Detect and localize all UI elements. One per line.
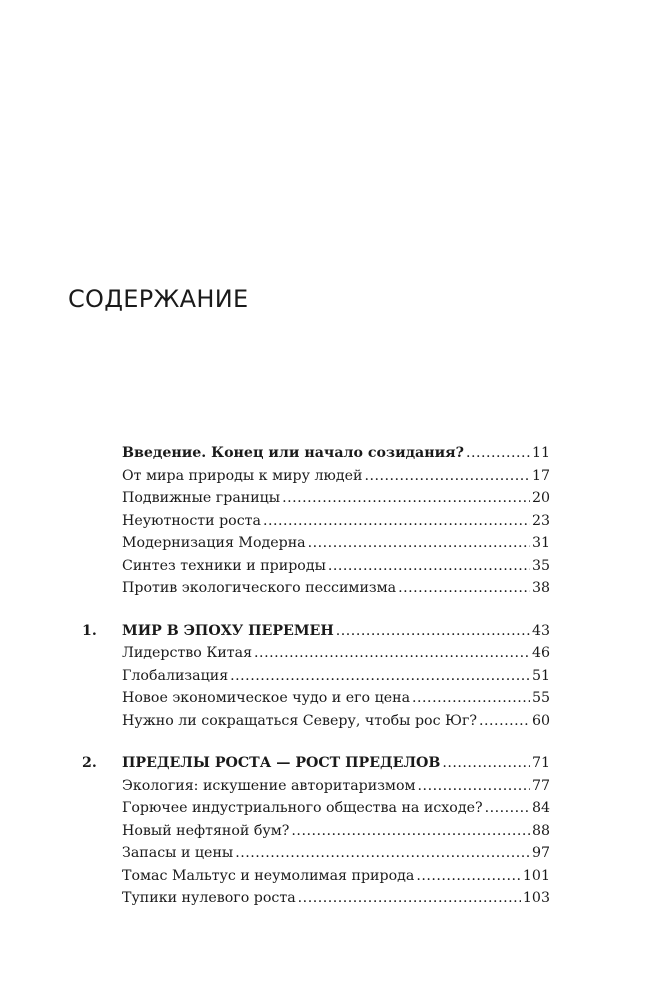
toc-entry[interactable] xyxy=(82,642,550,665)
toc-entry[interactable] xyxy=(82,797,550,820)
page-number: 35 xyxy=(531,557,550,574)
toc-section xyxy=(82,442,550,600)
dot-leader xyxy=(308,532,530,555)
page-number: 97 xyxy=(531,845,550,861)
dot-leader xyxy=(412,687,530,710)
toc-section xyxy=(82,752,550,910)
entry-title: Против экологического пессимизма xyxy=(122,580,397,596)
dot-leader xyxy=(230,665,530,688)
toc-entry[interactable] xyxy=(82,665,550,688)
page-number: 101 xyxy=(522,867,550,884)
page-number: 20 xyxy=(531,490,550,506)
dot-leader xyxy=(235,842,530,865)
entry-title: Глобализация xyxy=(122,667,229,684)
dot-leader xyxy=(466,442,530,465)
entry-title: Синтез техники и природы xyxy=(122,557,326,574)
page-number: 23 xyxy=(531,512,550,529)
entry-title: МИР В ЭПОХУ ПЕРЕМЕН xyxy=(122,622,334,639)
toc-entry[interactable] xyxy=(82,510,550,533)
dot-leader xyxy=(282,487,530,510)
chapter-number: 1. xyxy=(82,622,97,639)
toc-entry[interactable] xyxy=(82,487,550,510)
entry-title: Новое экономическое чудо и его цена xyxy=(122,690,411,706)
dot-leader xyxy=(263,510,530,533)
page-title: СОДЕРЖАНИЕ xyxy=(68,285,249,313)
entry-title: От мира природы к миру людей xyxy=(122,467,363,484)
entry-title: Экология: искушение авторитаризмом xyxy=(122,777,416,794)
dot-leader xyxy=(398,577,530,600)
toc-chapter-entry[interactable] xyxy=(82,442,550,465)
page-number: 11 xyxy=(531,445,550,461)
table-of-contents xyxy=(82,442,550,930)
toc-section xyxy=(82,620,550,733)
page-number: 51 xyxy=(531,667,550,684)
entry-title: Неуютности роста xyxy=(122,512,261,529)
dot-leader xyxy=(485,797,530,820)
entry-title: Тупики нулевого роста xyxy=(122,890,296,906)
entry-title: Горючее индустриального общества на исходе? xyxy=(122,800,483,816)
toc-entry[interactable] xyxy=(82,577,550,600)
dot-leader xyxy=(364,465,529,488)
entry-title: Введение. Конец или начало созидания? xyxy=(122,445,464,461)
dot-leader xyxy=(328,555,530,578)
entry-title: Запасы и цены xyxy=(122,845,234,861)
toc-entry[interactable] xyxy=(82,820,550,843)
entry-title: Нужно ли сокращаться Северу, чтобы рос Юг? xyxy=(122,712,478,729)
toc-entry[interactable] xyxy=(82,775,550,798)
page-number: 71 xyxy=(531,755,550,771)
page-number: 17 xyxy=(531,467,550,484)
dot-leader xyxy=(291,820,530,843)
entry-title: Томас Мальтус и неумолимая природа xyxy=(122,867,415,884)
entry-title: Лидерство Китая xyxy=(122,645,253,661)
toc-entry[interactable] xyxy=(82,710,550,733)
page-number: 31 xyxy=(531,535,550,551)
page-number: 55 xyxy=(531,690,550,706)
page-number: 46 xyxy=(531,645,550,661)
toc-entry[interactable] xyxy=(82,687,550,710)
toc-entry[interactable] xyxy=(82,842,550,865)
chapter-number: 2. xyxy=(82,755,97,771)
entry-title: ПРЕДЕЛЫ РОСТА — РОСТ ПРЕДЕЛОВ xyxy=(122,755,441,771)
toc-chapter-entry[interactable] xyxy=(82,752,550,775)
page-number: 38 xyxy=(531,580,550,596)
dot-leader xyxy=(298,887,521,910)
page-number: 88 xyxy=(531,822,550,839)
dot-leader xyxy=(479,710,530,733)
entry-title: Новый нефтяной бум? xyxy=(122,822,290,839)
toc-entry[interactable] xyxy=(82,555,550,578)
page-number: 103 xyxy=(522,890,550,906)
page-number: 77 xyxy=(531,777,550,794)
page-number: 60 xyxy=(531,712,550,729)
toc-entry[interactable] xyxy=(82,465,550,488)
page-number: 43 xyxy=(531,622,550,639)
dot-leader xyxy=(418,775,530,798)
toc-entry[interactable] xyxy=(82,865,550,888)
entry-title: Модернизация Модерна xyxy=(122,535,306,551)
toc-entry[interactable] xyxy=(82,532,550,555)
dot-leader xyxy=(416,865,521,888)
dot-leader xyxy=(254,642,530,665)
toc-entry[interactable] xyxy=(82,887,550,910)
toc-chapter-entry[interactable] xyxy=(82,620,550,643)
entry-title: Подвижные границы xyxy=(122,490,281,506)
dot-leader xyxy=(336,620,530,643)
dot-leader xyxy=(442,752,530,775)
page-number: 84 xyxy=(531,800,550,816)
